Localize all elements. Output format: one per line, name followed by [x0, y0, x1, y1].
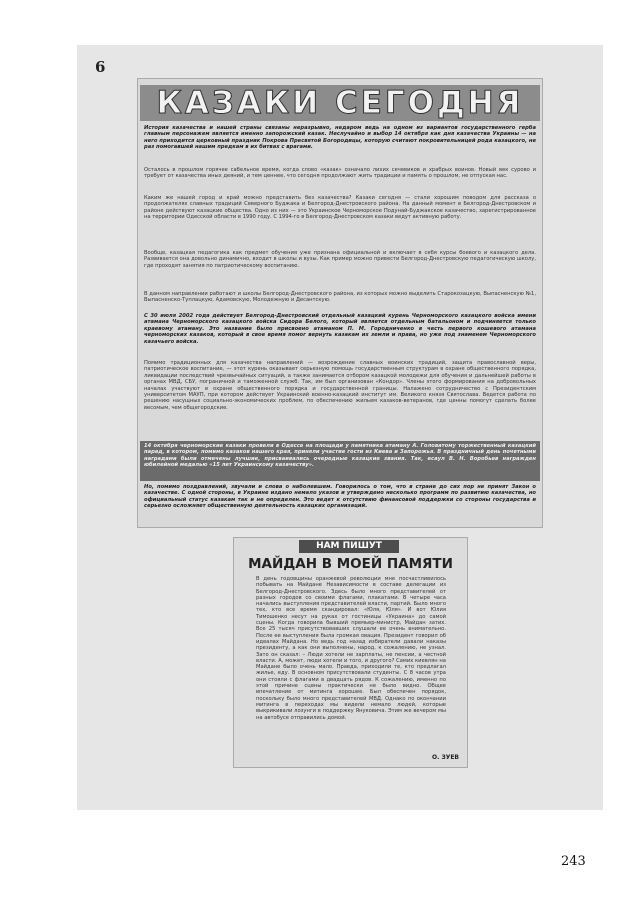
article-kazaki-clipping	[137, 78, 543, 528]
corner-mark: 6	[95, 58, 106, 76]
article-headline: МАЙДАН В МОЕЙ ПАМЯТИ	[248, 556, 453, 572]
article-closing: Но, помимо поздравлений, звучали и слова о наболевшем. Говорилось о том, что в стране до сих пор не принят Закон о казачестве. С одной стороны, в Украине издано немало указов и утверждено несколько программ по развитию казачества, но официальный статус казакам так и не определен. Это ведет к отсутствию финансовой поддержки со стороны государства и серьезно осложняет общественную деятельность казацких организаций.	[144, 484, 536, 510]
article-headline: КАЗАКИ СЕГОДНЯ	[140, 85, 540, 121]
highlight-box	[140, 441, 540, 481]
page-number: 243	[561, 854, 586, 869]
highlight-text: 14 октября черноморские казаки провели в Одессе на площади у памятника атаману А. Головатому торжественный казацкий парад, в котором, помимо казаков нашего края, приняли участие гости из Киева и Запорожья. В праздничный день почетными наградами были отмечены лучшие, присваивались очередные казацкие звания. Так, есаул В. Н. Воробьев награжден юбилейной медалью «15 лет Украинскому казачеству».	[144, 443, 536, 469]
article-paragraph: Каким же нашей город и край можно представить без казачества? Казаки сегодня — стали хорошим поводом для рассказа о продолжателях славных традиций Северного Буджака и Белгород-Днестровского района. На данный момент в Белгород-Днестровском и районе действуют казацкие общества. Одно из них — это Украинское Черноморское Подунай-Буджакское казачество, зарегистрированное на территории Одесской области в 1990 году. С 1994-го в Белгород-Днестровском казаки ведут активную работу.	[144, 195, 536, 221]
article-paragraph: Осталось в прошлом горячее сабельное время, когда слово «казак» означало лихих сечевиков и храбрых воинов. Новый век сурово и требует от казачества иных деяний, и тем ценнее, что сегодня продолжают жить традиции и память о прошлом, не отпуская нас.	[144, 167, 536, 180]
article-paragraph: Помимо традиционных для казачества направлений — возрождение славных воинских традиций, защита православной веры, патриотическое воспитание, — этот курень оказывает серьезную помощь государственным структурам в охране общественного порядка, ликвидации последствий чрезвычайных ситуаций, а также занимается отбором казацкой молодежи для обучения и дальнейшей работы в органах МВД, СБУ, пограничной и таможенной служб. Так, им был организован «Кондор». Члены этого формирования на добровольных началах участвуют в охране общественного порядка и государственной границы. Налажено сотрудничество с Президентским университетом МАУП, при котором действует Украинский военно-казацкий институт им. Великого князя Святослава. Ведется работа по решению насущных социально-экономических проблем, по обеспечению жильем казаков-ветеранов, где ценны помогут сделать более весомым, чем общегородские.	[144, 360, 536, 411]
article-bold-paragraph: С 30 июля 2002 года действует Белгород-Днестровский отдельный казацкий курень Черноморского казацкого войска имени атамана Черноморского казацкого войска Сидора Белого, который является отдельным батальоном и подчиняется только краевому атаману. Это название было присвоено атаманом П. М. Городниченко в честь первого кошевого атамана черноморских казаков, который в свое время помог вернуть казакам их земли и права, но уже под знаменем Черноморского казачьего войска.	[144, 313, 536, 345]
article-body: В день годовщины оранжевой революции мне посчастливилось побывать на Майдане Независимости в составе делегации из Белгород-Днестровского. Здесь было много представителей от разных городов со своими флагами, плакатами. В четыре часа начались выступления представителей власти, партий. Было много тех, кто все время скандировал: «Юля, Юля». И вот Юлия Тимошенко несут на руках от гостиницы «Украина» до самой сцены. Когда говорила бывший премьер-министр, Майдан затих. Все 25 тысяч присутствовавших слушали ее очень внимательно. После ее выступления была громкая овация. Президент говорил об идеалах Майдана. Но ведь год назад избиратели давали наказы президенту, а как они выполнены, народ, к сожалению, не узнал. Зато он сказал: – Люди хотели не зарплаты, не пенсии, а честной власти. А, может, люди хотели и того, и другого? Самих киевлян на Майдане было очень мало. Правда, приходили те, кто предлагал жилье, еду. В основном присутствовали студенты. С 8 часов утра они стояли с флагами в двадцать рядов. К сожалению, именно по этой причине сцены практически не было видно. Общее впечатление от митинга хорошее. Был обеспечен порядок, поскольку было много представителей МВД. Однако по окончании митинга в переходах мы видели немало людей, которые выкрикивали лозунги в поддержку Януковича. Этим же вечером мы на автобусе отправились домой.	[256, 576, 446, 721]
article-maidan-clipping	[233, 537, 468, 768]
article-lead: История казачества и нашей страны связаны неразрывно, недаром ведь на одном из вариантов государственного герба главным персонажем является именно запорожский казак. Неслучайно и выбор 14 октября как дня казачества Украины — на него приходится церковный праздник Покрова Пресвятой Богородицы, которую считают покровительницей рода казацкого, не раз помогавшей нашим предкам в их битвах с врагами.	[144, 125, 536, 151]
article-paragraph: Вообще, казацкая педагогика как предмет обучения уже признана официальной и включает в себя курсы боевого и казацкого дела. Развивается она довольно динамично, входит в школы и вузы. Как пример можно привести Белгород-Днестровскую педагогическую школу, где проходят занятия по патриотическому воспитанию.	[144, 250, 536, 269]
rubric-tag: НАМ ПИШУТ	[299, 540, 399, 553]
article-paragraph: В данном направлении работают и школы Белгород-Днестровского района, из которых можно выделить Старокозацкую, Выпасненскую №1, Выпасненско-Туплацкую, Адамовскую, Молодежную и Десантскую.	[144, 291, 536, 304]
article-author: О. ЗУЕВ	[431, 754, 459, 761]
